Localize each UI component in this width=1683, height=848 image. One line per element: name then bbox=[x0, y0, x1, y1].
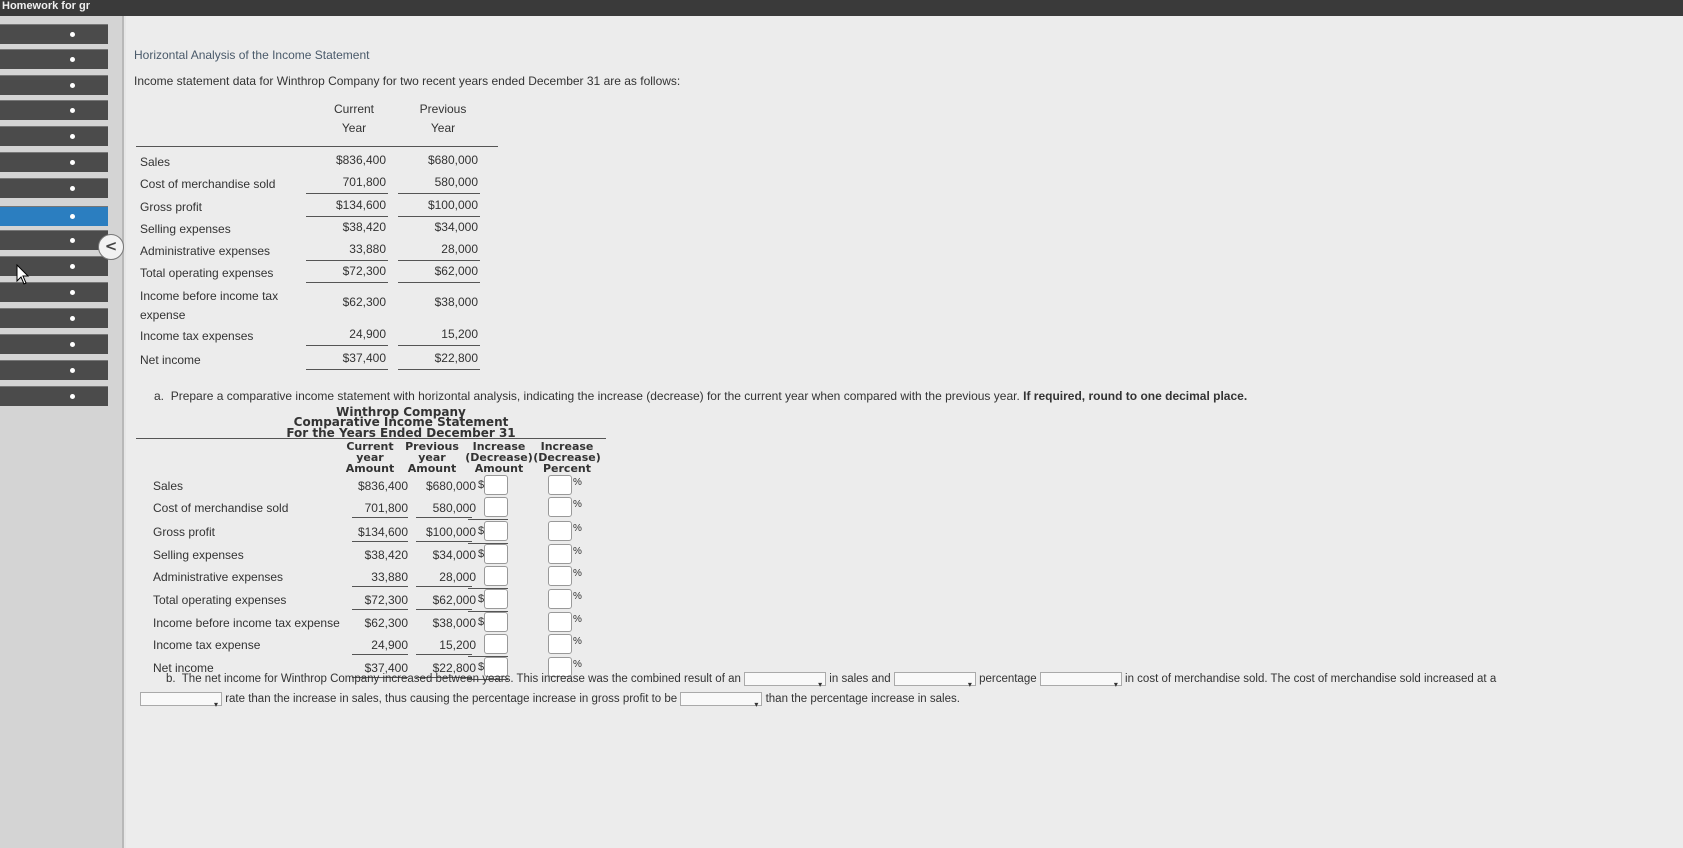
increase-percent-input[interactable] bbox=[548, 497, 572, 517]
current-year-value: 33,880 bbox=[349, 242, 386, 256]
underline-rule bbox=[416, 586, 472, 587]
problem-intro: Income statement data for Winthrop Company for two recent years ended December 31 are as follows: bbox=[134, 74, 681, 88]
increase-amount-input[interactable] bbox=[484, 497, 508, 517]
increase-amount-input[interactable] bbox=[484, 634, 508, 654]
part-b-question: b. The net income for Winthrop Company increased between years. This increase was the combined result of an ▾ in sales and ▾ percentage ▾ in cost of merchandise sold. The cost of merchandise sold increased at a ▾ rate than the increase in sales, thus causing the percentage increase in gross profit to be ▾ than the percentage increase in sales. bbox=[166, 669, 1666, 709]
increase-percent-input[interactable] bbox=[548, 521, 572, 541]
current-amount: $72,300 bbox=[364, 593, 408, 607]
percent-sign: % bbox=[573, 523, 582, 534]
nav-question-item[interactable] bbox=[0, 334, 108, 354]
current-year-value: $836,400 bbox=[335, 153, 386, 167]
percent-sign: % bbox=[573, 546, 582, 557]
row-label: Total operating expenses bbox=[153, 593, 287, 607]
statement-row bbox=[126, 612, 826, 634]
previous-year-value: $38,000 bbox=[434, 295, 478, 309]
table-row bbox=[136, 324, 626, 346]
chevron-down-icon: ▾ bbox=[754, 699, 759, 709]
nav-question-item[interactable] bbox=[0, 360, 108, 380]
current-year-value: $72,300 bbox=[342, 264, 386, 278]
table-row bbox=[136, 348, 626, 370]
statement-period: For the Years Ended December 31 bbox=[286, 426, 516, 440]
col-previous-amount-header: Previous year Amount bbox=[405, 440, 459, 475]
col-current-header: Current Year bbox=[333, 102, 374, 135]
increase-percent-input[interactable] bbox=[548, 544, 572, 564]
row-label: Income tax expenses bbox=[140, 329, 254, 343]
row-label: Net income bbox=[140, 353, 201, 367]
underline-rule bbox=[416, 541, 472, 542]
statement-row bbox=[126, 634, 826, 656]
underline-rule bbox=[306, 369, 388, 370]
statement-row bbox=[126, 497, 826, 519]
chevron-down-icon: ▾ bbox=[818, 679, 823, 689]
table-row bbox=[136, 172, 626, 194]
select-sales-change[interactable] bbox=[744, 672, 826, 689]
current-amount: $836,400 bbox=[357, 479, 408, 493]
status-dot-icon bbox=[70, 57, 75, 62]
previous-amount: $22,800 bbox=[432, 661, 476, 675]
percent-sign: % bbox=[573, 614, 582, 625]
current-year-value: $62,300 bbox=[342, 295, 386, 309]
status-dot-icon bbox=[70, 368, 75, 373]
statement-row bbox=[126, 566, 826, 588]
row-label: Income before income tax expense bbox=[153, 616, 340, 630]
current-year-value: 701,800 bbox=[342, 175, 386, 189]
previous-amount: $38,000 bbox=[432, 616, 476, 630]
previous-year-value: $100,000 bbox=[427, 198, 478, 212]
statement-row bbox=[126, 589, 826, 611]
table-row bbox=[136, 217, 626, 239]
current-amount: 701,800 bbox=[364, 501, 408, 515]
current-year-value: $38,420 bbox=[342, 220, 386, 234]
row-label: Total operating expenses bbox=[140, 266, 274, 280]
row-label: Gross profit bbox=[153, 525, 216, 539]
underline-rule bbox=[306, 345, 388, 346]
dollar-sign: $ bbox=[478, 661, 485, 673]
increase-amount-input[interactable] bbox=[484, 612, 508, 632]
increase-amount-input[interactable] bbox=[484, 475, 508, 495]
nav-question-item[interactable] bbox=[0, 386, 108, 406]
chevron-down-icon: ▾ bbox=[967, 679, 972, 689]
table-row bbox=[136, 195, 626, 217]
nav-question-item[interactable] bbox=[0, 24, 108, 44]
increase-amount-input[interactable] bbox=[484, 544, 508, 564]
status-dot-icon bbox=[70, 186, 75, 191]
current-amount: $62,300 bbox=[364, 616, 408, 630]
underline-rule bbox=[352, 517, 408, 518]
table-row bbox=[136, 261, 626, 283]
chevron-down-icon: ▾ bbox=[1113, 679, 1118, 689]
underline-rule bbox=[352, 654, 408, 655]
header-rule bbox=[136, 146, 498, 147]
status-dot-icon bbox=[70, 160, 75, 165]
previous-year-value: $62,000 bbox=[434, 264, 478, 278]
previous-amount: $680,000 bbox=[425, 479, 476, 493]
income-data-header bbox=[136, 100, 626, 146]
window-title: Homework for gr bbox=[2, 0, 91, 12]
status-dot-icon bbox=[70, 238, 75, 243]
table-row bbox=[136, 239, 626, 261]
window-title-bar bbox=[0, 0, 1683, 16]
col-previous-header: Previous Year bbox=[419, 102, 467, 135]
nav-question-item[interactable] bbox=[0, 308, 108, 328]
previous-year-value: $680,000 bbox=[427, 153, 478, 167]
previous-year-value: 28,000 bbox=[441, 242, 478, 256]
current-amount: $38,420 bbox=[364, 548, 408, 562]
row-label: Selling expenses bbox=[140, 222, 231, 236]
previous-amount: $34,000 bbox=[432, 548, 476, 562]
current-amount: 24,900 bbox=[371, 638, 408, 652]
previous-amount: $62,000 bbox=[432, 593, 476, 607]
table-row bbox=[136, 284, 626, 324]
increase-percent-input[interactable] bbox=[548, 589, 572, 609]
increase-percent-input[interactable] bbox=[548, 475, 572, 495]
increase-amount-input[interactable] bbox=[484, 566, 508, 586]
chevron-down-icon: ▾ bbox=[213, 699, 218, 709]
col-increase-percent-header: Increase (Decrease) Percent bbox=[533, 440, 601, 475]
row-label: Cost of merchandise sold bbox=[140, 177, 276, 191]
underline-rule bbox=[416, 654, 472, 655]
problem-panel bbox=[126, 16, 1683, 848]
select-cms-change[interactable] bbox=[894, 672, 976, 689]
nav-question-item[interactable] bbox=[0, 206, 108, 226]
status-dot-icon bbox=[70, 83, 75, 88]
status-dot-icon bbox=[70, 32, 75, 37]
previous-amount: 580,000 bbox=[432, 501, 476, 515]
select-percentage-change[interactable] bbox=[1040, 672, 1122, 689]
select-rate-comparison[interactable] bbox=[140, 692, 222, 709]
current-year-value: $37,400 bbox=[342, 351, 386, 365]
statement-rule bbox=[136, 438, 606, 439]
status-dot-icon bbox=[70, 342, 75, 347]
previous-year-value: 580,000 bbox=[434, 175, 478, 189]
dollar-sign: $ bbox=[478, 525, 485, 537]
underline-rule bbox=[398, 282, 480, 283]
dollar-sign: $ bbox=[478, 548, 485, 560]
status-dot-icon bbox=[70, 108, 75, 113]
row-label: Net income bbox=[153, 661, 214, 675]
statement-title: Comparative Income Statement bbox=[293, 415, 509, 429]
status-dot-icon bbox=[70, 134, 75, 139]
nav-question-item[interactable] bbox=[0, 75, 108, 95]
row-label: Income before income tax expense bbox=[140, 289, 279, 322]
percent-sign: % bbox=[573, 659, 582, 670]
previous-amount: 28,000 bbox=[439, 570, 476, 584]
nav-question-item[interactable] bbox=[0, 178, 108, 198]
underline-rule bbox=[352, 609, 408, 610]
table-row bbox=[136, 150, 626, 172]
row-label: Income tax expense bbox=[153, 638, 261, 652]
row-label: Sales bbox=[153, 479, 184, 493]
increase-amount-input[interactable] bbox=[484, 521, 508, 541]
dollar-sign: $ bbox=[478, 616, 485, 628]
statement-row bbox=[126, 521, 826, 543]
col-current-amount-header: Current year Amount bbox=[345, 440, 395, 475]
col-increase-amount-header: Increase (Decrease) Amount bbox=[465, 440, 533, 475]
increase-percent-input[interactable] bbox=[548, 634, 572, 654]
status-dot-icon bbox=[70, 264, 75, 269]
row-label: Gross profit bbox=[140, 200, 203, 214]
row-label: Administrative expenses bbox=[153, 570, 284, 584]
dollar-sign: $ bbox=[478, 479, 485, 491]
previous-year-value: $22,800 bbox=[434, 351, 478, 365]
status-dot-icon bbox=[70, 394, 75, 399]
dollar-sign: $ bbox=[478, 593, 485, 605]
company-name: Winthrop Company bbox=[336, 405, 466, 419]
underline-rule bbox=[398, 369, 480, 370]
underline-rule bbox=[416, 609, 472, 610]
nav-question-item[interactable] bbox=[0, 152, 108, 172]
underline-rule bbox=[468, 519, 508, 520]
nav-question-item[interactable] bbox=[0, 126, 108, 146]
nav-question-item[interactable] bbox=[0, 230, 108, 250]
previous-year-value: $34,000 bbox=[434, 220, 478, 234]
percent-sign: % bbox=[573, 568, 582, 579]
row-label: Selling expenses bbox=[153, 548, 244, 562]
row-label: Administrative expenses bbox=[140, 244, 271, 258]
previous-amount: 15,200 bbox=[439, 638, 476, 652]
current-year-value: 24,900 bbox=[349, 327, 386, 341]
row-label: Cost of merchandise sold bbox=[153, 501, 289, 515]
problem-title: Horizontal Analysis of the Income Statement bbox=[134, 48, 370, 62]
question-nav-rail bbox=[0, 16, 124, 848]
underline-rule bbox=[306, 193, 388, 194]
status-dot-icon bbox=[70, 316, 75, 321]
current-amount: $37,400 bbox=[364, 661, 408, 675]
current-amount: 33,880 bbox=[371, 570, 408, 584]
underline-rule bbox=[352, 541, 408, 542]
underline-rule bbox=[352, 586, 408, 587]
collapse-nav-button[interactable]: < bbox=[98, 234, 124, 260]
underline-rule bbox=[306, 282, 388, 283]
current-amount: $134,600 bbox=[357, 525, 408, 539]
mouse-cursor-icon bbox=[16, 264, 32, 286]
underline-rule bbox=[416, 517, 472, 518]
underline-rule bbox=[398, 193, 480, 194]
percent-sign: % bbox=[573, 499, 582, 510]
previous-amount: $100,000 bbox=[425, 525, 476, 539]
underline-rule bbox=[398, 345, 480, 346]
row-label: Sales bbox=[140, 155, 171, 169]
increase-percent-input[interactable] bbox=[548, 612, 572, 632]
percent-sign: % bbox=[573, 636, 582, 647]
select-gross-profit-comparison[interactable] bbox=[680, 692, 762, 709]
increase-percent-input[interactable] bbox=[548, 566, 572, 586]
current-year-value: $134,600 bbox=[335, 198, 386, 212]
status-dot-icon bbox=[70, 290, 75, 295]
percent-sign: % bbox=[573, 477, 582, 488]
nav-question-item[interactable] bbox=[0, 100, 108, 120]
status-dot-icon bbox=[70, 214, 75, 219]
nav-question-item[interactable] bbox=[0, 49, 108, 69]
increase-amount-input[interactable] bbox=[484, 589, 508, 609]
previous-year-value: 15,200 bbox=[441, 327, 478, 341]
statement-row bbox=[126, 475, 826, 497]
percent-sign: % bbox=[573, 591, 582, 602]
statement-row bbox=[126, 544, 826, 566]
part-a-instructions: a. Prepare a comparative income statement with horizontal analysis, indicating the increase (decrease) for the current year when compared with the previous year. If required, round to one decimal place. bbox=[154, 389, 1248, 403]
